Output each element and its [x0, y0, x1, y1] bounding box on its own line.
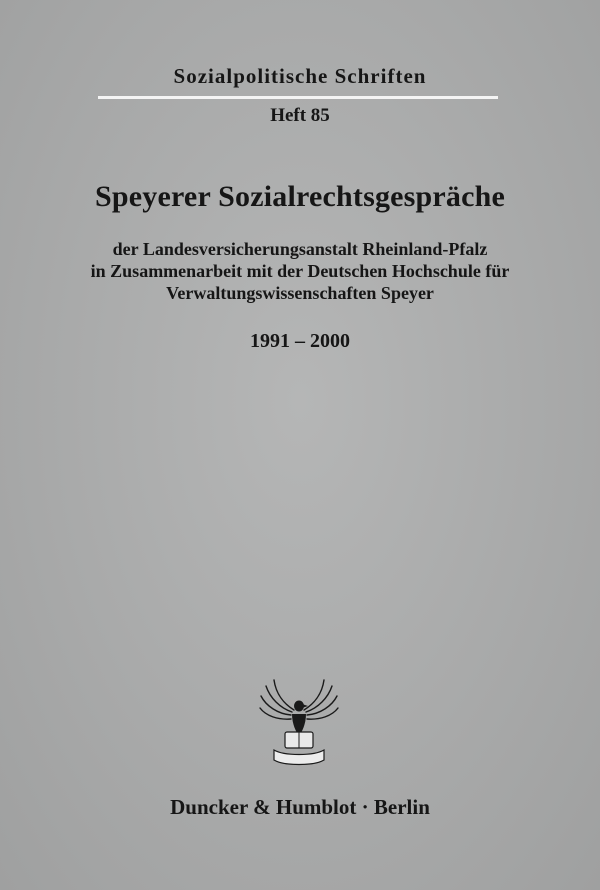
subtitle-line: Verwaltungswissenschaften Speyer — [166, 283, 434, 303]
book-title: Speyerer Sozialrechtsgespräche — [94, 180, 506, 213]
subtitle-line: der Landesversicherungsanstalt Rheinland-Pfalz — [112, 239, 488, 259]
year-range: 1991 – 2000 — [250, 330, 350, 352]
subtitle-line: in Zusammenarbeit mit der Deutschen Hochschule für — [90, 261, 510, 281]
publisher-imprint: Duncker & Humblot · Berlin — [170, 795, 430, 819]
series-title: Sozialpolitische Schriften — [173, 64, 427, 88]
eagle-emblem-icon — [258, 668, 340, 768]
series-issue: Heft 85 — [270, 105, 330, 126]
book-subtitle — [0, 238, 600, 304]
series-divider — [98, 96, 498, 99]
